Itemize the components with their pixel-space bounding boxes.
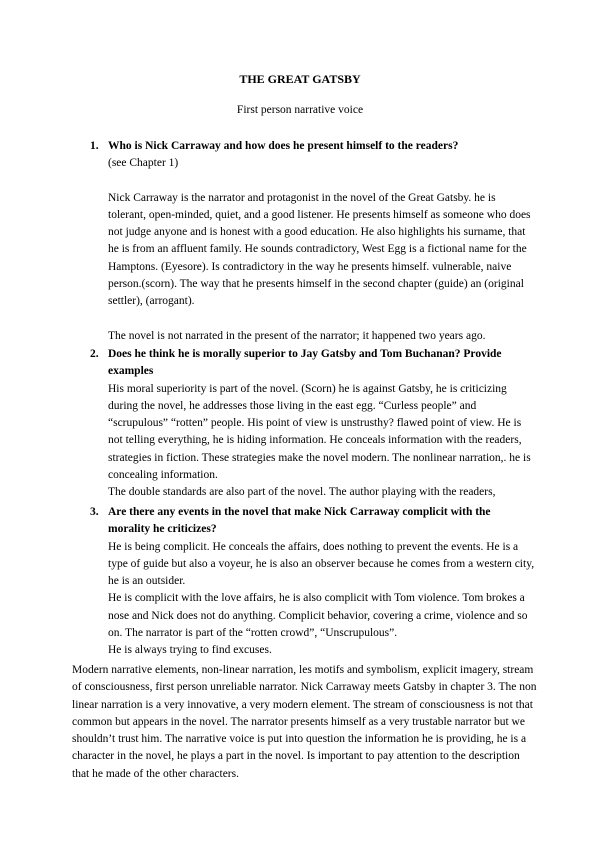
question-3-body <box>108 539 535 660</box>
question-1-section <box>90 138 535 345</box>
question-3-paragraph-2: He is complicit with the love affairs, he is also complicit with Tom violence. Tom brokes a nose and Nick does not do anything. Complicit behavior, covering a crime, violence and so on. The narrator is part of the “rotten crowd”, “Unscrupulous”. <box>108 592 528 640</box>
question-1-number: 1. <box>90 140 99 152</box>
question-2-paragraph-1: His moral superiority is part of the novel. (Scorn) he is against Gatsby, he is criticizing during the novel, he addresses those living in the east egg. “Curless people” and “scrupulous” “rotten” people. His point of view is unstrusthy? flawed point of view. He is not telling everything, he is hiding information. He conceals information with the readers, strategies in fiction. These strategies make the novel modern. The nonlinear narration,. he is concealing information. <box>108 382 531 482</box>
question-2-body <box>108 381 535 502</box>
question-3-paragraph-3: He is always trying to find excuses. <box>108 644 272 657</box>
question-1-paragraph-2: The novel is not narrated in the present of the narrator; it happened two years ago. <box>108 329 486 342</box>
document-subtitle: First person narrative voice <box>236 104 364 116</box>
question-3-paragraph-1: He is being complicit. He conceals the affairs, does nothing to prevent the events. He is a type of guide but also a voyeur, he is also an observer because he comes from a western city, he is an outsider. <box>108 540 535 588</box>
question-2-number: 2. <box>90 348 99 360</box>
closing-paragraph: Modern narrative elements, non-linear narration, les motifs and symbolism, explicit imagery, stream of consciousness, first person unreliable narrator. Nick Carraway meets Gatsby in chapter 3. The non linear narration is a very innovative, a very modern element. The stream of consciousness is not that common but appears in the novel. The narrator presents himself as a very trustable narrator but we shouldn’t trust him. The narrative voice is put into question the information he is providing, he is a character in the novel, he plays a part in the novel. Is important to pay attention to the description that he made of the other characters. <box>72 664 537 780</box>
question-1-heading: Who is Nick Carraway and how does he present himself to the readers? <box>108 140 459 152</box>
question-1-paragraph-1: Nick Carraway is the narrator and protagonist in the novel of the Great Gatsby. he is tolerant, open-minded, quiet, and a good listener. He presents himself as someone who does not judge anyone and is honest with a good education. He also highlights his surname, that he is from an affluent family. He sounds contradictory, West Egg is a fictional name for the Hamptons. (Eyesore). Is contradictory in the way he presents himself. vulnerable, naive person.(scorn). The way that he presents himself in the second chapter (guide) an (original settler), (arrogant). <box>108 191 531 308</box>
document-title: THE GREAT GATSBY <box>239 72 361 86</box>
question-3-section <box>90 504 535 660</box>
question-3-number: 3. <box>90 506 99 518</box>
question-3-heading: Are there any events in the novel that make Nick Carraway complicit with the morality he criticizes? <box>108 506 491 536</box>
question-2-heading: Does he think he is morally superior to Jay Gatsby and Tom Buchanan? Provide examples <box>108 348 502 378</box>
question-2-paragraph-2: The double standards are also part of the novel. The author playing with the readers, <box>108 486 496 499</box>
question-1-body <box>108 155 535 345</box>
question-1-note: (see Chapter 1) <box>108 157 179 170</box>
question-2-section <box>90 346 535 502</box>
